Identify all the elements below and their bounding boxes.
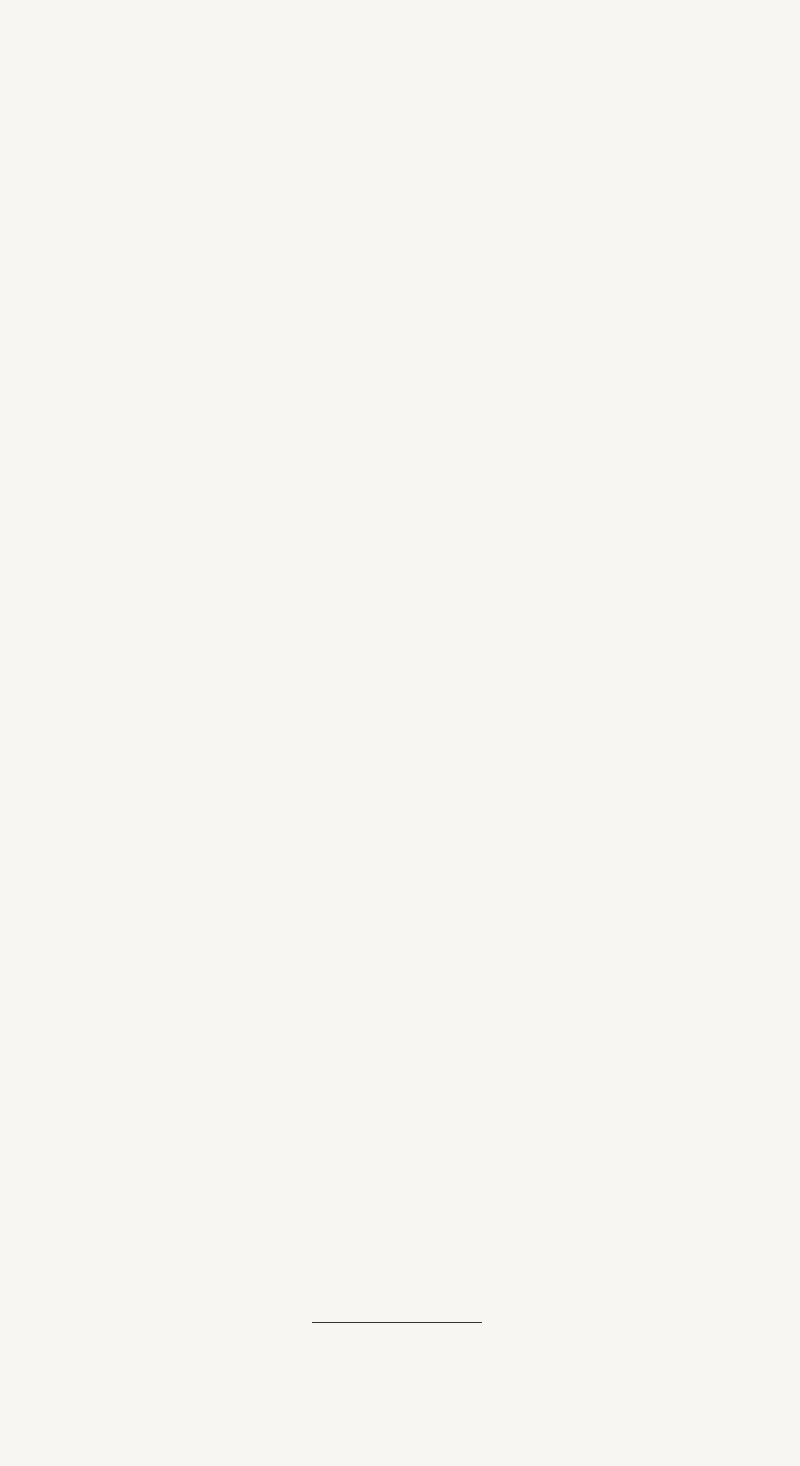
page-header — [58, 82, 770, 108]
divider-rule — [312, 1322, 482, 1323]
bulletin-content — [58, 116, 770, 136]
